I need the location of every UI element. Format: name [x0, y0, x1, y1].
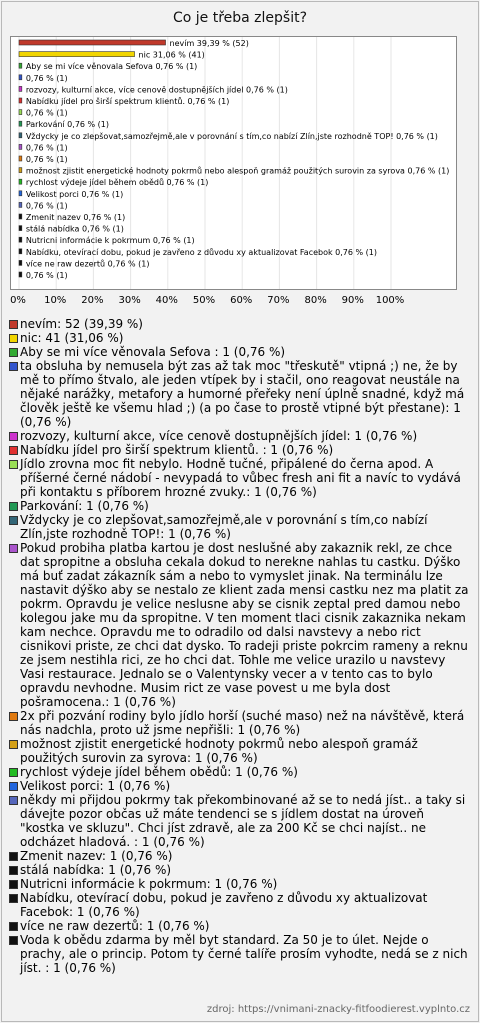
- legend-swatch: [9, 432, 18, 441]
- legend-swatch: [9, 320, 18, 329]
- legend-swatch: [9, 796, 18, 805]
- legend-label: Voda k obědu zdarma by měl byt standard. Za 50 je to úlet. Nejde o prachy, ale o princip. Potom ty černé talíře prosím vyhodte, nedá se z nich jíst. : 1 (0,76 %): [20, 933, 468, 975]
- bar-label: nevím 39,39 % (52): [169, 39, 249, 48]
- legend-swatch: [9, 768, 18, 777]
- legend-item: [8, 765, 470, 779]
- legend-item: [8, 429, 470, 443]
- legend-item: [8, 919, 470, 933]
- legend-label: nic: 41 (31,06 %): [20, 331, 124, 345]
- legend-label: Aby se mi více věnovala Sefova : 1 (0,76 %): [20, 345, 286, 359]
- bar-label: Zmenit nazev 0,76 % (1): [25, 213, 126, 222]
- legend-label: Velikost porci: 1 (0,76 %): [20, 779, 171, 793]
- legend-label: možnost zjistit energetické hodnoty pokrmů nebo alespoň gramáž použitých surovin za syrova: 1 (0,76 %): [20, 737, 418, 765]
- legend-label: Nabídku, otevírací dobu, pokud je zavřeno z důvodu xy aktualizovat Facebok: 1 (0,76 %): [20, 891, 428, 919]
- bar: [19, 156, 22, 161]
- legend-label: Nabídku jídel pro širší spektrum klientů. : 1 (0,76 %): [20, 443, 334, 457]
- legend-swatch: [9, 880, 18, 889]
- legend-swatch: [9, 502, 18, 511]
- chart-title: Co je třeba zlepšit?: [172, 10, 308, 26]
- legend-label: Nutricni informácie k pokrmum: 1 (0,76 %): [20, 877, 278, 891]
- bar: [19, 191, 22, 196]
- bar: [19, 63, 22, 68]
- x-tick-label: 50%: [192, 295, 216, 306]
- bar-label: 0,76 % (1): [25, 143, 68, 153]
- legend-label: více ne raw dezertů: 1 (0,76 %): [20, 919, 210, 933]
- bar: [19, 249, 22, 254]
- bar: [19, 144, 22, 149]
- bar-label: 0,76 % (1): [25, 271, 68, 280]
- x-axis: [0, 290, 480, 310]
- legend-label: nevím: 52 (39,39 %): [20, 317, 143, 331]
- legend-label: Parkování: 1 (0,76 %): [20, 499, 149, 513]
- bar: [19, 133, 22, 138]
- bar-label: možnost zjistit energetické hodnoty pokrmů nebo alespoň gramáž použitých surovin za syrova 0,76 % (1): [25, 166, 450, 176]
- legend-label: ta obsluha by nemusela být zas až tak moc "třeskutě" vtipná ;) ne, že by mě to přímo štvalo, ale jeden vtípek by i stačil, ono reagovat neustále na nějaké narážky, metafory a humorné přeřeky není úplně snadné, když má člověk ještě ke všemu hlad ;) (a po čase to prostě vtipné být přestane): 1 (0,76 %): [20, 359, 465, 429]
- legend-label: rychlost výdeje jídel během obědů: 1 (0,76 %): [20, 765, 298, 779]
- x-tick-label: 90%: [341, 295, 364, 306]
- bar: [19, 260, 22, 265]
- legend-item: [8, 541, 470, 709]
- legend-swatch: [9, 516, 18, 525]
- bar-label: Vždycky je co zlepšovat,samozřejmě,ale v porovnání s tím,co nabízí Zlín,jste rozhodně TOP! 0,76 % (1): [25, 131, 438, 141]
- legend-swatch: [9, 782, 18, 791]
- legend-item: [8, 457, 470, 499]
- x-tick-label: 70%: [267, 295, 290, 306]
- legend-label: 2x při pozvání rodiny bylo jídlo horší (suché maso) než na návštěvě, která nás nadchla, proto už jsme nepřišli: 1 (0,76 %): [20, 709, 465, 737]
- legend-item: [8, 345, 470, 359]
- legend-item: [8, 443, 470, 457]
- bar-label: Nabídku jídel pro širší spektrum klientů. 0,76 % (1): [25, 97, 230, 106]
- legend-swatch: [9, 712, 18, 721]
- legend-swatch: [9, 866, 18, 875]
- legend-label: Pokud probiha platba kartou je dost neslušné aby zakaznik rekl, ze chce dat spropitne a obsluha cekala dokud to nerekne nahlas tu castku. Dýško má buť zadat zákazník sám a nebo to vymyslet jinak. Na terminálu lze nastavit dýško aby se nestalo ze klient zada mensi castku nez ma platit za pokrm. Opravdu je velice neslusne aby se cisnik zeptal pred damou nebo kolegou jake mu da spropitne. V ten moment tlaci cisnik zakaznika nekam kam nechce. Opravdu me to odradilo od dalsi navstevy a nebo rict cisnikovi priste, ze chci dat dysko. To radeji priste pokrcim rameny a reknu ze jsem nestihla rici, ze ho chci dat. Tohle me velice urazilo u navstevy Vasi restaurace. Jednalo se o Valentynsky vecer a v tento cas to bylo opravdu nevhodne. Musim rict ze vase povest u me byla dost pošramocena.: 1 (0,76 %): [20, 541, 469, 709]
- bar-chart: [11, 37, 456, 289]
- legend-swatch: [9, 544, 18, 553]
- bar-label: 0,76 % (1): [25, 201, 68, 211]
- bar: [19, 75, 22, 80]
- bar-label: více ne raw dezertů 0,76 % (1): [25, 259, 150, 269]
- legend-swatch: [9, 362, 18, 371]
- legend-swatch: [9, 446, 18, 455]
- legend-swatch: [9, 334, 18, 343]
- bar-label: rychlost výdeje jídel během obědů 0,76 % (1): [25, 178, 209, 188]
- bar: [19, 214, 22, 219]
- legend-item: [8, 513, 470, 541]
- bar-label: Aby se mi více věnovala Sefova 0,76 % (1): [25, 62, 198, 72]
- x-tick-label: 10%: [44, 295, 67, 306]
- bar: [19, 121, 22, 126]
- legend-item: [8, 359, 470, 429]
- legend-item: [8, 779, 470, 793]
- legend-item: [8, 709, 470, 737]
- legend-item: [8, 317, 470, 331]
- legend-label: stálá nabídka: 1 (0,76 %): [20, 863, 172, 877]
- legend-swatch: [9, 348, 18, 357]
- source-note: zdroj: https://vnimani-znacky-fitfoodierest.vyplnto.cz: [206, 1004, 470, 1015]
- legend-item: [8, 793, 470, 849]
- bar-label: rozvozy, kulturní akce, více cenově dostupnějších jídel 0,76 % (1): [25, 85, 288, 95]
- legend-item: [8, 499, 470, 513]
- legend-item: [8, 737, 470, 765]
- x-tick-label: 80%: [304, 295, 327, 306]
- bar: [19, 272, 22, 277]
- legend-item: [8, 849, 470, 863]
- x-tick-label: 100%: [375, 295, 405, 306]
- legend-item: [8, 331, 470, 345]
- legend-swatch: [9, 460, 18, 469]
- legend-swatch: [9, 740, 18, 749]
- bar: [19, 202, 22, 207]
- bar: [19, 168, 22, 173]
- bar: [19, 52, 135, 57]
- bar-label: Parkování 0,76 % (1): [25, 120, 110, 130]
- bar-label: stálá nabídka 0,76 % (1): [25, 224, 124, 234]
- x-tick-label: 0%: [10, 295, 26, 306]
- bar-label: 0,76 % (1): [25, 73, 68, 83]
- bar: [19, 179, 22, 184]
- legend-label: Jídlo zrovna moc fit nebylo. Hodně tučné, připálené do černa apod. A příšerné černé nádobí - nevypadá to vůbec fresh ani fit a navíc to vydává při kontaktu s příborem hrozné zvuky.: 1 (0,76 %): [20, 457, 461, 499]
- legend-swatch: [9, 894, 18, 903]
- legend-item: [8, 877, 470, 891]
- x-tick-label: 60%: [230, 295, 253, 306]
- legend-label: rozvozy, kulturní akce, více cenově dostupnějších jídel: 1 (0,76 %): [20, 429, 418, 443]
- plot-area: [10, 36, 457, 290]
- bar: [19, 86, 22, 91]
- bar-label: Nutricni informácie k pokrmum 0,76 % (1): [25, 236, 195, 246]
- bar: [19, 98, 22, 103]
- legend-label: někdy mi přijdou pokrmy tak překombinované až se to nedá jíst.. a taky si dávejte pozor občas už máte tendenci se s jídlem dostat na úroveň "kostka ve skluzu". Chci jíst zdravě, ale za 200 Kč se chci najíst.. ne odcházet hladová. : 1 (0,76 %): [20, 793, 466, 849]
- bar-label: nic 31,06 % (41): [138, 50, 205, 60]
- bar: [19, 40, 166, 45]
- x-tick-label: 20%: [81, 295, 104, 306]
- legend-item: [8, 863, 470, 877]
- legend-label: Vždycky je co zlepšovat,samozřejmě,ale v porovnání s tím,co nabízí Zlín,jste rozhodně TOP!: 1 (0,76 %): [20, 513, 428, 541]
- x-tick-label: 40%: [155, 295, 178, 306]
- bar: [19, 110, 22, 115]
- bar: [19, 226, 22, 231]
- legend-label: Zmenit nazev: 1 (0,76 %): [20, 849, 173, 863]
- legend-swatch: [9, 852, 18, 861]
- bar-label: 0,76 % (1): [25, 108, 68, 118]
- legend-item: [8, 891, 470, 919]
- legend-swatch: [9, 936, 18, 945]
- legend: [8, 317, 470, 975]
- bar-label: Velikost porci 0,76 % (1): [25, 189, 124, 199]
- bar: [19, 237, 22, 242]
- legend-swatch: [9, 922, 18, 931]
- bar-label: 0,76 % (1): [25, 155, 68, 164]
- legend-item: [8, 933, 470, 975]
- x-tick-label: 30%: [118, 295, 141, 306]
- bar-label: Nabídku, otevírací dobu, pokud je zavřeno z důvodu xy aktualizovat Facebok 0,76 % (1): [25, 247, 378, 257]
